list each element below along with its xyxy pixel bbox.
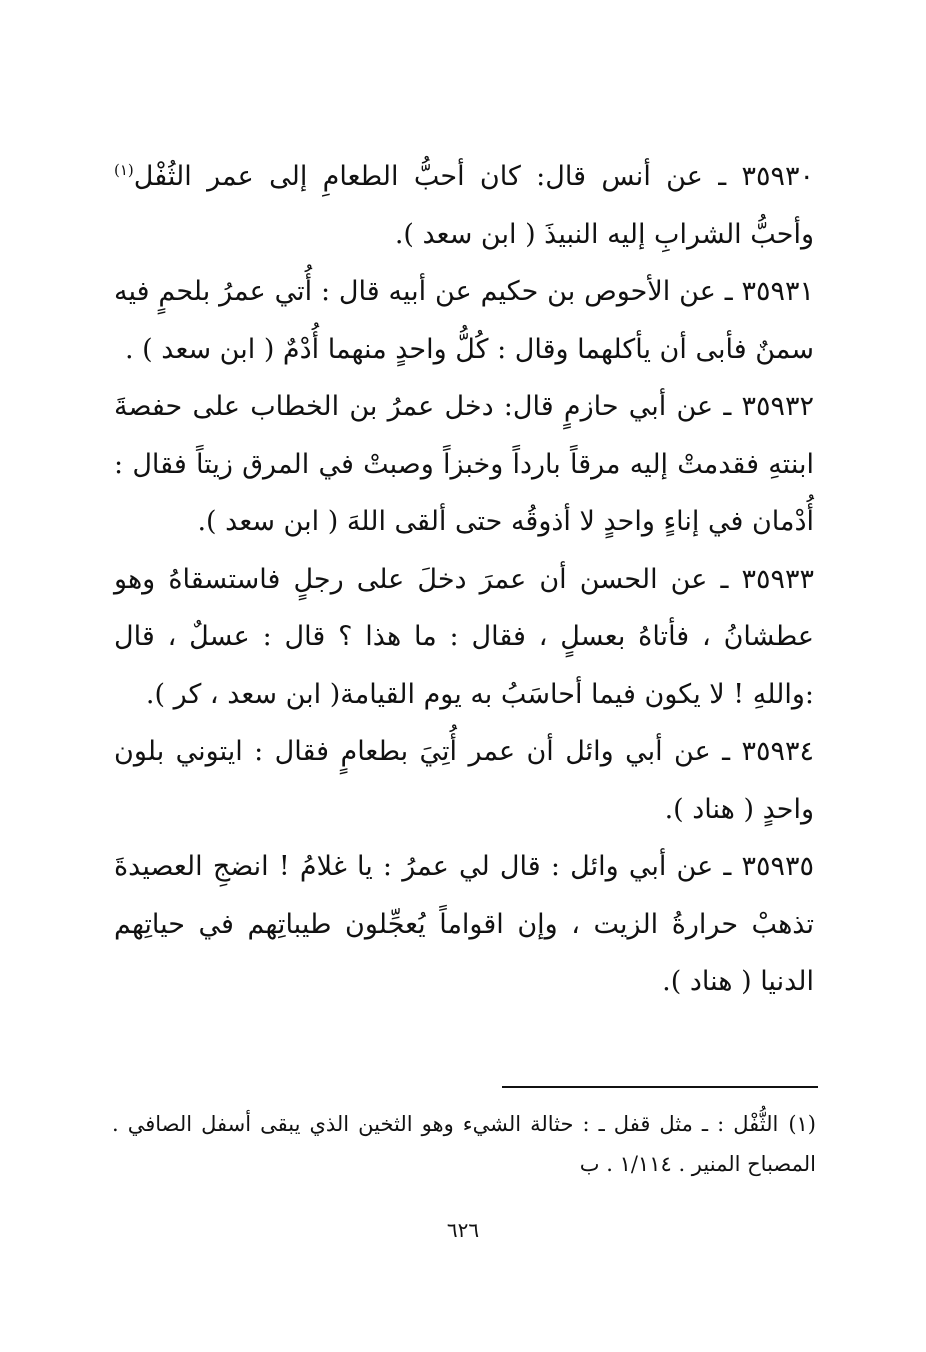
hadith-text: عن أبي وائل : قال لي عمرُ : يا غلامُ ! انضجِ العصيدةَ تذهبْ حرارةُ الزيت ، وإن اقواماً يُعجِّلون طيباتِهم في حياتِهم الدنيا ( هناد ). (114, 851, 814, 997)
separator: ـ (724, 276, 733, 307)
hadith-35932 (114, 378, 814, 551)
hadith-35933 (114, 551, 814, 724)
separator: ـ (723, 391, 732, 422)
separator: ـ (718, 161, 727, 192)
footnote-divider (502, 1086, 818, 1088)
footnotes (112, 1104, 816, 1184)
hadith-number: ٣٥٩٣٥ (741, 851, 814, 882)
main-text (114, 148, 814, 1011)
hadith-text: عن أبي وائل أن عمر أُتِيَ بطعامٍ فقال : ايتوني بلون واحدٍ ( هناد ). (114, 736, 814, 825)
hadith-text: عن أبي حازمٍ قال: دخل عمرُ بن الخطاب على حفصةَ ابنتهِ فقدمتْ إليه مرقاً بارداً وخبزاً وصبتْ في المرق زيتاً فقال : أُدْمان في إناءٍ واحدٍ لا أذوقُه حتى ألقى اللهَ ( ابن سعد ). (114, 391, 814, 537)
hadith-number: ٣٥٩٣٢ (741, 391, 814, 422)
footnote-text: الثُّفْل : ـ مثل قفل ـ : حثالة الشيء وهو الثخين الذي يبقى أسفل الصافي . المصباح المنير . ١/١١٤ . ب (112, 1112, 816, 1176)
hadith-number: ٣٥٩٣٣ (741, 563, 814, 595)
separator: ـ (722, 736, 731, 767)
page-number: ٦٢٦ (446, 1218, 480, 1242)
footnote-1 (112, 1104, 816, 1184)
hadith-number: ٣٥٩٣٤ (741, 736, 814, 767)
hadith-35935 (114, 838, 814, 1011)
footnote-ref: (١) (114, 161, 134, 179)
footnote-marker: (١) (788, 1112, 816, 1136)
separator: ـ (720, 563, 729, 595)
hadith-number: ٣٥٩٣١ (741, 276, 814, 307)
hadith-35934 (114, 723, 814, 838)
hadith-35930 (114, 148, 814, 263)
hadith-35931 (114, 263, 814, 378)
hadith-number: ٣٥٩٣٠ (741, 161, 814, 192)
hadith-text: عن أنس قال: كان أحبُّ الطعامِ إلى عمر الثُفْل (133, 161, 703, 192)
hadith-text-continued: وأحبُّ الشرابِ إليه النبيذَ ( ابن سعد ). (394, 218, 814, 250)
hadith-text: عن الحسن أن عمرَ دخلَ على رجلٍ فاستسقاهُ وهو عطشانُ ، فأتاهُ بعسلٍ ، فقال : ما هذا ؟ قال : عسلٌ ، قال :واللهِ ! لا يكون فيما أحاسَبُ به يوم القيامة( ابن سعد ، كر ). (114, 563, 814, 710)
hadith-text: عن الأحوص بن حكيم عن أبيه قال : أُتي عمرُ بلحمٍ فيه سمنٌ فأبى أن يأكلهما وقال : كُلُّ واحدٍ منهما أُدْمٌ ( ابن سعد ) . (114, 276, 814, 365)
separator: ـ (723, 851, 732, 882)
